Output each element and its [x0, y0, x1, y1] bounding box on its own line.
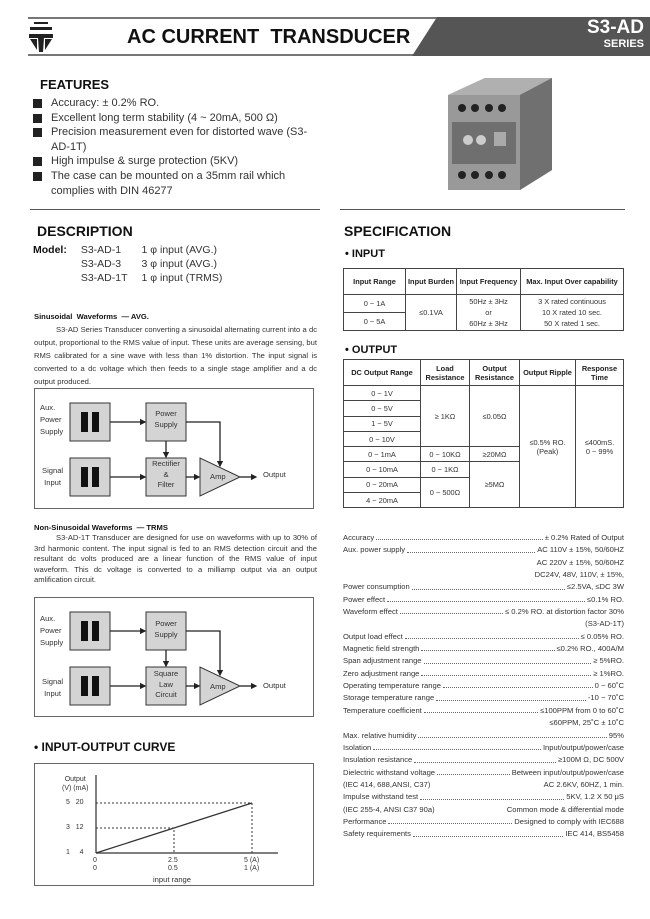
col-header: Input Range	[344, 269, 406, 295]
col-header: Input Burden	[406, 269, 457, 295]
spec-value: Common mode & differential mode	[506, 804, 624, 814]
spec-value: -10 ~ 70˚C	[587, 693, 624, 703]
spec-value: IEC 414, BS5458	[565, 829, 624, 839]
spec-label: Isolation	[343, 742, 372, 752]
section-divider-right	[340, 209, 625, 210]
model-name: S3-AD-1	[80, 244, 122, 256]
col-header: Output Resistance	[470, 360, 520, 386]
dot-leader	[421, 668, 591, 676]
spec-label: Dielectric withstand voltage	[343, 767, 436, 777]
feature-item: Excellent long term stability (4 ~ 20mA, 500 Ω)	[33, 111, 318, 126]
model-desc: 1 φ input (AVG.)	[141, 244, 217, 256]
model-name: S3-AD-3	[80, 258, 122, 270]
spec-label: Performance	[343, 816, 387, 826]
series-label: SERIES	[603, 38, 644, 50]
company-logo-icon	[28, 20, 54, 54]
spec-value: 0 ~ 60˚C	[594, 681, 624, 691]
spec-label: Magnetic field strength	[343, 644, 420, 654]
table-cell: 0 ~ 10KΩ	[421, 447, 470, 462]
spec-row	[343, 828, 624, 840]
model-desc: 3 φ input (AVG.)	[141, 258, 217, 270]
spec-row	[343, 730, 624, 742]
spec-label: (IEC 255-4, ANSI C37 90a)	[343, 804, 435, 814]
spec-list	[343, 532, 624, 841]
non-sinusoidal-text: S3-AD-1T Transducer are designed for use on waveforms with up to 30% of 3rd harmonic content. The input signal is fed to an RMS detection circuit and the resultant dc volts produced are a linear function of the RMS value of input waveform. This dc voltage is converted to a milliamp output via an output amlification circuit.	[34, 533, 317, 585]
spec-row	[343, 705, 624, 717]
y-tick: 1 4	[66, 849, 84, 856]
table-cell: 50Hz ± 3Hz or 60Hz ± 3Hz	[457, 295, 521, 331]
sinusoidal-heading: Sinusoidal Waveforms — AVG.	[34, 312, 149, 321]
table-cell: ≤0.1VA	[406, 295, 457, 331]
model-list	[33, 243, 236, 285]
spec-label: Power effect	[343, 594, 386, 604]
feature-item: High impulse & surge protection (5KV)	[33, 154, 318, 169]
table-cell: 1 ~ 5V	[344, 416, 421, 431]
power-supply-block: Power Supply	[154, 619, 178, 639]
table-cell: ≤0.5% RO. (Peak)	[520, 386, 576, 508]
spec-row	[343, 791, 624, 803]
spec-row	[343, 668, 624, 680]
spec-label: Power consumption	[343, 582, 410, 592]
x-tick: 5 (A) 1 (A)	[244, 857, 260, 872]
feature-item: Precision measurement even for distorted wave (S3-AD-1T)	[33, 125, 318, 154]
spec-row	[343, 544, 624, 556]
diagram-signal-label: Signal Input	[42, 466, 64, 487]
spec-value: ≤0.1% RO.	[586, 594, 624, 604]
spec-value: 5KV, 1.2 X 50 μS	[566, 792, 624, 802]
output-line	[96, 803, 252, 853]
spec-row	[343, 581, 624, 593]
spec-value: ≤ 0.2% RO. at distortion factor 30%	[505, 607, 624, 617]
spec-label: Span adjustment range	[343, 656, 422, 666]
col-header: Response Time	[576, 360, 624, 386]
spec-row	[343, 692, 624, 704]
spec-value: (S3-AD-1T)	[585, 619, 624, 629]
y-tick: 5 20	[66, 799, 84, 806]
spec-row	[343, 532, 624, 544]
spec-label: Accuracy	[343, 533, 375, 542]
table-cell: ≤400mS. 0 ~ 99%	[576, 386, 624, 508]
spec-value: Designed to comply with IEC688	[514, 816, 624, 826]
spec-value: ≥ 1%RO.	[593, 668, 624, 678]
dot-leader	[418, 730, 606, 738]
series-code: S3-AD	[586, 17, 644, 38]
spec-label: Operating temperature range	[343, 681, 441, 691]
non-sinusoidal-heading: Non-Sinusoidal Waveforms — TRMS	[34, 523, 168, 532]
block-diagram-avg-drawing	[34, 388, 314, 509]
output-title: • OUTPUT	[345, 344, 398, 356]
spec-label: Max. relative humidity	[343, 730, 417, 740]
output-label: Output	[263, 681, 286, 690]
features-title: FEATURES	[40, 77, 110, 92]
spec-row	[343, 779, 624, 791]
output-label: Output	[263, 470, 286, 479]
spec-label: Temperature coefficient	[343, 705, 422, 715]
square-law-block: Square Law Circuit	[153, 669, 179, 699]
col-header: Load Resistance	[421, 360, 470, 386]
spec-label: Aux. power supply	[343, 545, 406, 555]
col-header: Output Ripple	[520, 360, 576, 386]
features-list	[33, 96, 318, 198]
spec-row	[343, 606, 624, 618]
spec-value: AC 220V ± 15%, 50/60HZ	[536, 557, 624, 567]
table-cell: ≤0.05Ω	[470, 386, 520, 447]
header-top-rule	[28, 17, 438, 19]
spec-label: Safety requirements	[343, 829, 411, 839]
spec-value: ≤2.5VA, ≤DC 3W	[566, 582, 624, 592]
dot-leader	[420, 791, 564, 799]
table-cell: 0 ~ 1KΩ	[421, 462, 470, 477]
dot-leader	[414, 754, 556, 762]
table-cell: 0 ~ 5A	[344, 313, 406, 331]
col-header: DC Output Range	[344, 360, 421, 386]
spec-row	[343, 631, 624, 643]
spec-value: Between input/output/power/case	[511, 767, 624, 777]
dot-leader	[407, 544, 535, 552]
dot-leader	[405, 631, 579, 639]
feature-item: Accuracy: ± 0.2% RO.	[33, 96, 318, 111]
rectifier-filter-block: Rectifier & Filter	[152, 459, 180, 489]
table-cell: 0 ~ 5V	[344, 401, 421, 416]
spec-label: Output load effect	[343, 631, 403, 641]
table-cell: 0 ~ 10mA	[344, 462, 421, 477]
spec-row	[343, 717, 624, 729]
spec-label: Waveform effect	[343, 607, 398, 617]
section-divider-left	[30, 209, 320, 210]
spec-value: Input/output/power/case	[542, 742, 624, 752]
dot-leader	[412, 581, 565, 589]
spec-value: ± 0.2% Rated of Output	[544, 533, 624, 542]
col-header: Max. Input Over capability	[521, 269, 624, 295]
feature-item: The case can be mounted on a 35mm rail which complies with DIN 46277	[33, 169, 318, 198]
dot-leader	[437, 767, 510, 775]
dot-leader	[424, 655, 592, 663]
table-cell: 0 ~ 1A	[344, 295, 406, 313]
table-cell: 0 ~ 1V	[344, 386, 421, 401]
spec-row	[343, 680, 624, 692]
spec-row	[343, 594, 624, 606]
table-cell: 0 ~ 1mA	[344, 447, 421, 462]
dot-leader	[400, 606, 503, 614]
y-tick: 3 12	[66, 824, 84, 831]
dot-leader	[388, 816, 512, 824]
dot-leader	[432, 779, 541, 787]
curve-title: • INPUT-OUTPUT CURVE	[34, 740, 176, 754]
spec-value: DC24V, 48V, 110V, ± 15%,	[534, 570, 624, 580]
header-bottom-rule	[28, 54, 428, 56]
spec-label: Zero adjustment range	[343, 668, 420, 678]
model-label: Model:	[33, 244, 67, 256]
spec-row	[343, 816, 624, 828]
diagram-signal-label: Signal Input	[42, 677, 64, 698]
dot-leader	[424, 705, 538, 713]
spec-value: ≥100M Ω, DC 500V	[558, 755, 624, 765]
spec-row	[343, 643, 624, 655]
spec-value: AC 110V ± 15%, 50/60HZ	[537, 545, 624, 555]
table-cell: 0 ~ 20mA	[344, 477, 421, 492]
product-photo	[440, 70, 560, 195]
input-title: • INPUT	[345, 248, 385, 260]
dot-leader	[373, 742, 541, 750]
curve-ylabel: Output (V) (mA)	[62, 776, 89, 792]
page-title: AC CURRENT TRANSDUCER	[127, 26, 411, 48]
curve-xlabel: input range	[153, 875, 191, 884]
table-cell: 4 ~ 20mA	[344, 493, 421, 508]
spec-label: Insulation resistance	[343, 755, 413, 765]
dot-leader	[443, 680, 593, 688]
dot-leader	[376, 532, 542, 540]
model-desc: 1 φ input (TRMS)	[141, 272, 223, 284]
spec-value: ≤60PPM, 25˚C ± 10˚C	[549, 718, 624, 728]
x-tick: 0 0	[93, 857, 97, 872]
spec-row	[343, 767, 624, 779]
table-cell: ≥ 1KΩ	[421, 386, 470, 447]
description-title: DESCRIPTION	[37, 223, 133, 239]
specification-title: SPECIFICATION	[344, 223, 452, 239]
power-supply-block: Power Supply	[154, 409, 178, 429]
spec-value: AC 2.6KV, 60HZ, 1 min.	[543, 779, 624, 789]
spec-row	[343, 557, 624, 569]
output-table	[343, 359, 624, 508]
table-cell: ≥5MΩ	[470, 462, 520, 508]
spec-row	[343, 569, 624, 581]
dot-leader	[421, 643, 554, 651]
spec-value: ≥ 5%RO.	[593, 656, 624, 666]
spec-row	[343, 754, 624, 766]
spec-row	[343, 804, 624, 816]
col-header: Input Frequency	[457, 269, 521, 295]
input-table	[343, 268, 624, 331]
diagram-aux-label: Aux. Power Supply	[40, 403, 64, 436]
dot-leader	[413, 828, 563, 836]
spec-value: ≤0.2% RO., 400A/M	[556, 644, 624, 654]
spec-row	[343, 618, 624, 630]
table-cell: 3 X rated continuous 10 X rated 10 sec. 50 X rated 1 sec.	[521, 295, 624, 331]
spec-value: ≤100PPM from 0 to 60˚C	[540, 705, 624, 715]
model-name: S3-AD-1T	[80, 272, 128, 284]
amp-label: Amp	[210, 472, 226, 481]
dot-leader	[436, 692, 586, 700]
table-cell: ≥20MΩ	[470, 447, 520, 462]
diagram-aux-label: Aux. Power Supply	[40, 614, 64, 647]
dot-leader	[437, 804, 505, 812]
dot-leader	[387, 594, 585, 602]
spec-row	[343, 655, 624, 667]
amp-label: Amp	[210, 682, 226, 691]
spec-value: ≤ 0.05% RO.	[580, 631, 624, 641]
spec-label: Storage temperature range	[343, 693, 435, 703]
x-tick: 2.5 0.5	[168, 857, 178, 872]
spec-label: Impulse withstand test	[343, 792, 419, 802]
spec-row	[343, 742, 624, 754]
sinusoidal-text: S3-AD Series Transducer converting a sinusoidal alternating current into a dc output, proportional to the RMS value of input. These units are average sensing, but RMS calibrated for a sine wave with less than 1% distortion. The input signal is converted to a dc voltage which then feeds to a single stage amplifier and a dc output produced.	[34, 325, 317, 386]
spec-value: 95%	[608, 730, 624, 740]
table-cell: 0 ~ 10V	[344, 431, 421, 446]
table-cell: 0 ~ 500Ω	[421, 477, 470, 508]
spec-label: (IEC 414, 688,ANSI, C37)	[343, 779, 431, 789]
